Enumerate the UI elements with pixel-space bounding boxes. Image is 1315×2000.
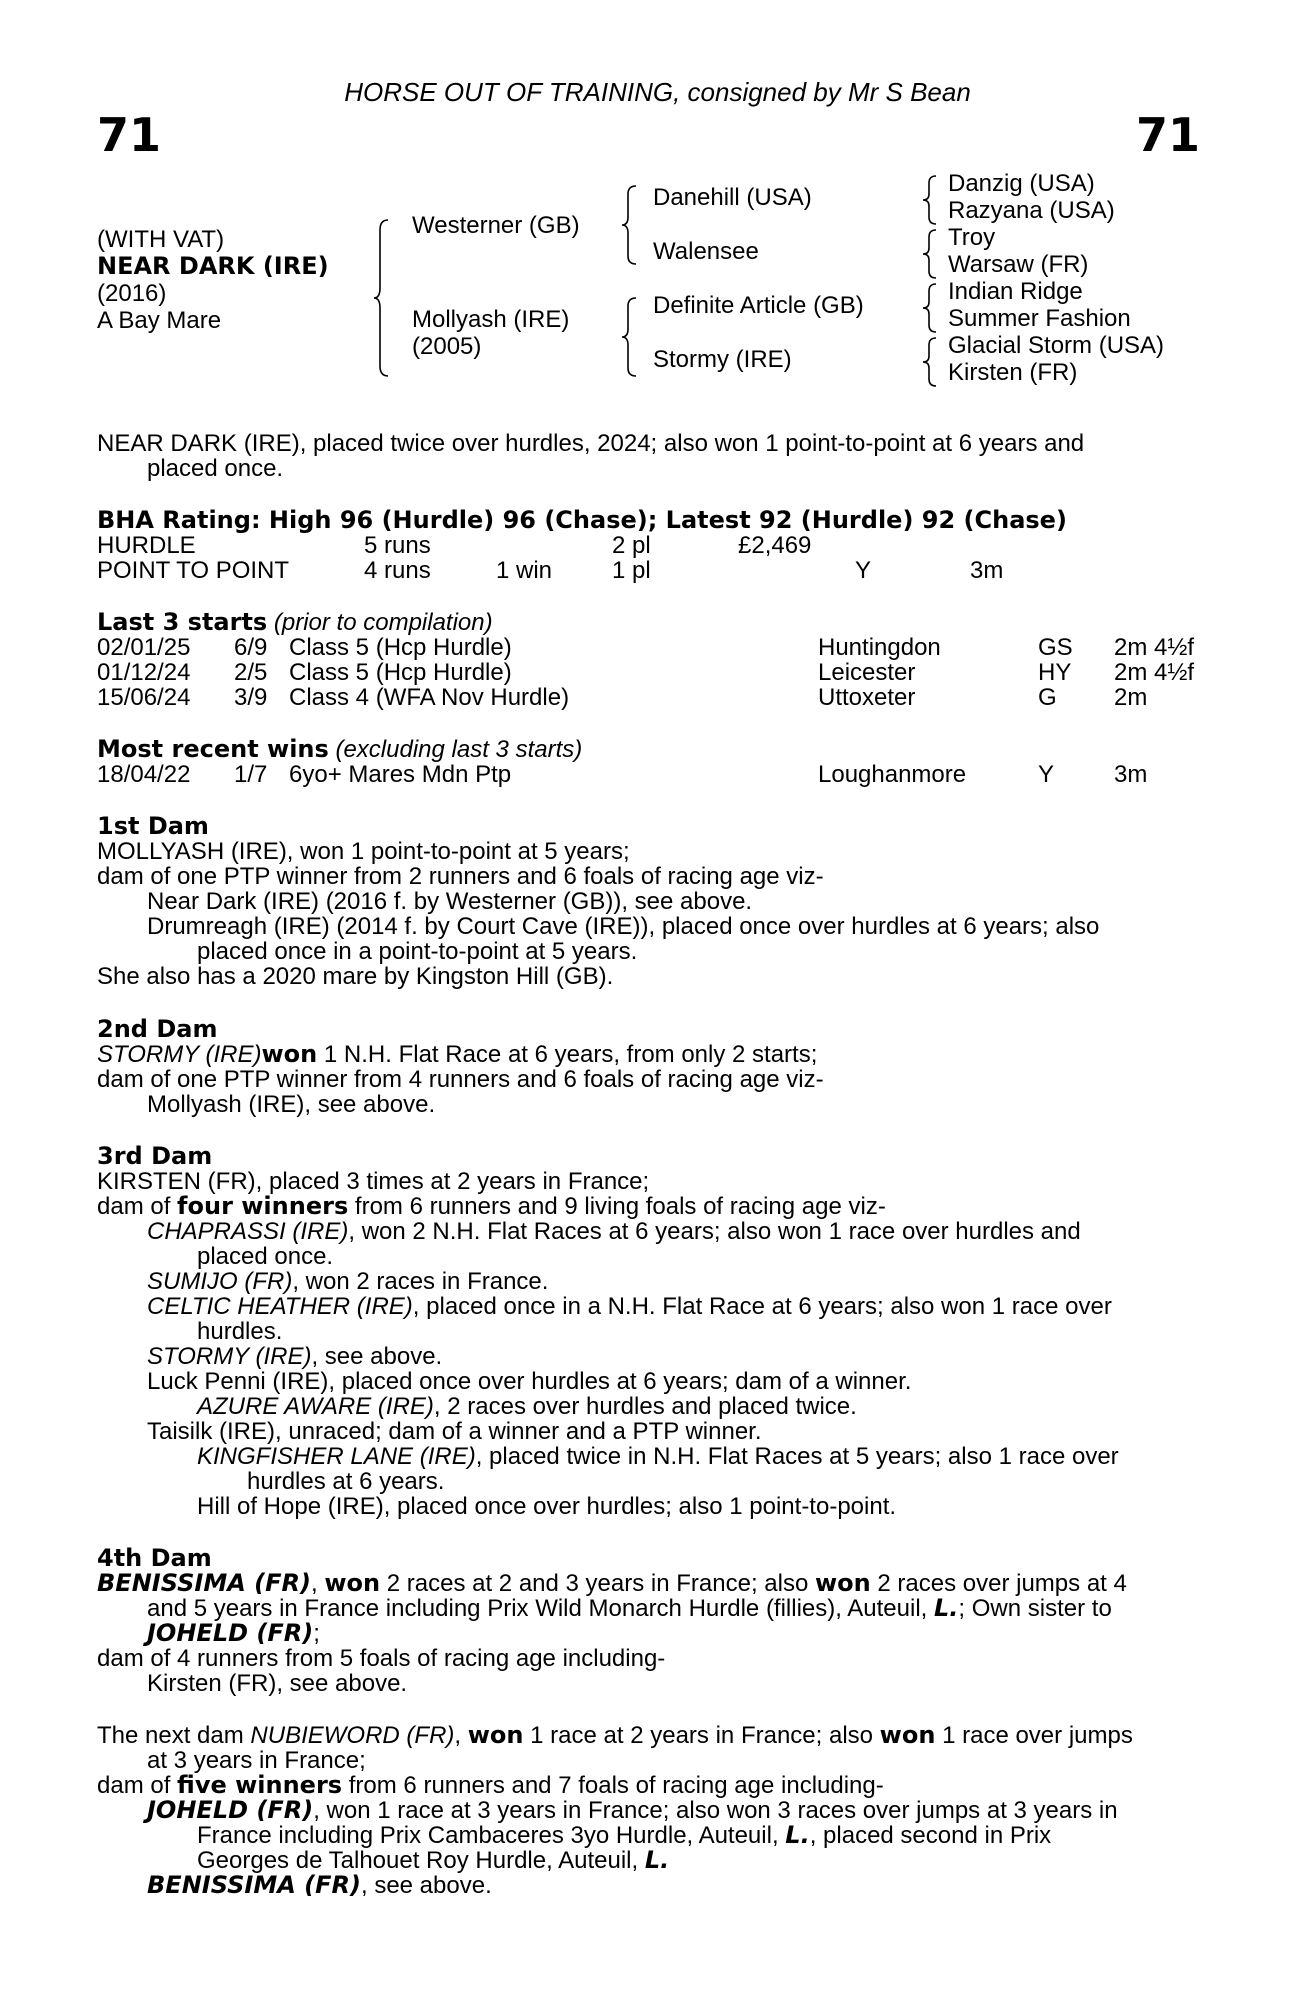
dam3-line: hurdles at 6 years. (247, 1468, 445, 1495)
progeny-text: , see above. (360, 1872, 492, 1899)
nextdam-text: from 6 runners and 7 foals of racing age including- (342, 1772, 884, 1799)
dam4-line (147, 1596, 1112, 1622)
progeny-name: JOHELD (FR) (147, 1796, 314, 1824)
progeny-text: , won 2 races in France. (292, 1268, 549, 1295)
nextdam-text: , (454, 1722, 468, 1749)
vat-label: (WITH VAT) (97, 226, 225, 253)
dam4-heading: 4th Dam (97, 1544, 212, 1572)
summary-line-1: NEAR DARK (IRE), placed twice over hurdles, 2024; also won 1 point-to-point at 6 years and (97, 430, 1085, 457)
rating-row-hurdle (97, 533, 1217, 558)
pedigree-g7: Glacial Storm (USA) (948, 332, 1165, 359)
pedigree-dam: Mollyash (IRE) (412, 306, 570, 333)
nextdam-line: at 3 years in France; (147, 1747, 366, 1774)
race-row (97, 635, 1217, 660)
rating-type: POINT TO POINT (97, 557, 290, 584)
rating-prize: £2,469 (738, 532, 812, 559)
progeny-text: , placed once in a N.H. Flat Race at 6 years; also won 1 race over (412, 1293, 1112, 1320)
race-going: G (1038, 684, 1057, 711)
nextdam-text: 1 race at 2 years in France; also (523, 1722, 880, 1749)
recent-note: (excluding last 3 starts) (335, 736, 583, 763)
progeny-text: France including Prix Cambaceres 3yo Hurdle, Auteuil, (197, 1822, 786, 1849)
dam3-line (97, 1194, 886, 1220)
race-distance: 3m (1114, 761, 1148, 788)
pedigree-brace-main (372, 218, 392, 378)
nextdam-line (97, 1723, 1133, 1749)
rating-runs: 5 runs (364, 532, 431, 559)
progeny-name: CELTIC HEATHER (IRE) (147, 1293, 413, 1320)
dam2-line: Mollyash (IRE), see above. (147, 1091, 436, 1118)
horse-name: NEAR DARK (IRE) (97, 252, 329, 280)
dam1-line: Near Dark (IRE) (2016 f. by Westerner (GB)), see above. (147, 888, 753, 915)
pedigree-dam-year: (2005) (412, 333, 482, 360)
last3-heading-line (97, 610, 493, 636)
pedigree-sire-dam: Walensee (653, 238, 759, 265)
race-position: 6/9 (234, 634, 268, 661)
nextdam-line (147, 1873, 492, 1899)
pedigree-dam-sire: Definite Article (GB) (653, 292, 864, 319)
race-position: 3/9 (234, 684, 268, 711)
nextdam-line (197, 1823, 1051, 1849)
recent-heading: Most recent wins (97, 735, 329, 763)
progeny-name: STORMY (IRE) (147, 1343, 312, 1370)
dam3-line (147, 1219, 1081, 1245)
nextdam-name: NUBIEWORD (FR) (250, 1722, 455, 1749)
progeny-name: BENISSIMA (FR) (147, 1871, 361, 1899)
dam3-line: Taisilk (IRE), unraced; dam of a winner and a PTP winner. (147, 1418, 762, 1445)
won-label: won (324, 1569, 381, 1597)
progeny-name: AZURE AWARE (IRE) (197, 1393, 434, 1420)
dam4-name: BENISSIMA (FR) (97, 1569, 311, 1597)
progeny-name: KINGFISHER LANE (IRE) (197, 1443, 476, 1470)
dam2-line: dam of one PTP winner from 4 runners and 6 foals of racing age viz- (97, 1066, 824, 1093)
progeny-text: , won 2 N.H. Flat Races at 6 years; also won 1 race over hurdles and (348, 1218, 1081, 1245)
nextdam-line (97, 1773, 884, 1799)
race-position: 1/7 (234, 761, 268, 788)
pedigree-g3: Troy (948, 224, 996, 251)
rating-going: Y (855, 557, 872, 584)
listed-grade: L. (934, 1594, 959, 1622)
race-going: HY (1038, 659, 1072, 686)
bha-rating-heading: BHA Rating: High 96 (Hurdle) 96 (Chase); Latest 92 (Hurdle) 92 (Chase) (97, 506, 1067, 534)
pedigree-dam-dam: Stormy (IRE) (653, 346, 792, 373)
progeny-text: , won 1 race at 3 years in France; also won 3 races over jumps at 3 years in (313, 1797, 1118, 1824)
last3-note: (prior to compilation) (273, 609, 493, 636)
dam4-line: Kirsten (FR), see above. (147, 1670, 408, 1697)
progeny-name: CHAPRASSI (IRE) (147, 1218, 349, 1245)
dam4-text: ; (313, 1620, 320, 1647)
rating-placed: 1 pl (612, 557, 651, 584)
dam3-line: Luck Penni (IRE), placed once over hurdles at 6 years; dam of a winner. (147, 1368, 912, 1395)
dam4-text: ; Own sister to (958, 1595, 1112, 1622)
horse-description: A Bay Mare (97, 307, 222, 334)
won-label: won (814, 1569, 871, 1597)
dam3-line: hurdles. (197, 1318, 283, 1345)
summary-line-2: placed once. (147, 455, 284, 482)
horse-year: (2016) (97, 280, 167, 307)
progeny-text: , placed second in Prix (809, 1822, 1052, 1849)
won-label: won (879, 1721, 936, 1749)
listed-grade: L. (785, 1821, 810, 1849)
pedigree-brace-g3 (920, 282, 940, 334)
race-date: 02/01/25 (97, 634, 191, 661)
race-class: Class 5 (Hcp Hurdle) (289, 634, 512, 661)
dam2-name: STORMY (IRE) (97, 1041, 262, 1068)
race-distance: 2m 4½f (1114, 634, 1195, 661)
race-date: 18/04/22 (97, 761, 191, 788)
dam1-line: MOLLYASH (IRE), won 1 point-to-point at 5 years; (97, 838, 630, 865)
race-course: Leicester (818, 659, 916, 686)
progeny-name: SUMIJO (FR) (147, 1268, 293, 1295)
recent-heading-line (97, 737, 582, 763)
dam3-line (147, 1294, 1112, 1320)
dam3-line (197, 1394, 857, 1420)
race-course: Uttoxeter (818, 684, 916, 711)
rating-wins: 1 win (496, 557, 553, 584)
race-date: 15/06/24 (97, 684, 191, 711)
race-class: Class 4 (WFA Nov Hurdle) (289, 684, 570, 711)
race-class: 6yo+ Mares Mdn Ptp (289, 761, 512, 788)
dam4-line (147, 1621, 320, 1647)
pedigree-brace-sire (620, 184, 640, 266)
progeny-text: Georges de Talhouet Roy Hurdle, Auteuil, (197, 1847, 645, 1874)
consignment-title: HORSE OUT OF TRAINING, consigned by Mr S Bean (344, 77, 971, 107)
last3-heading: Last 3 starts (97, 608, 268, 636)
race-distance: 2m 4½f (1114, 659, 1195, 686)
dam1-line: dam of one PTP winner from 2 runners and 6 foals of racing age viz- (97, 863, 824, 890)
race-going: Y (1038, 761, 1055, 788)
race-row (97, 762, 1217, 787)
lot-number-left: 71 (97, 108, 162, 162)
pedigree-brace-g4 (920, 336, 940, 388)
sibling-name: JOHELD (FR) (147, 1619, 314, 1647)
race-position: 2/5 (234, 659, 268, 686)
dam3-text: from 6 runners and 9 living foals of racing age viz- (348, 1193, 886, 1220)
lot-number-right: 71 (1135, 108, 1200, 162)
dam3-heading: 3rd Dam (97, 1142, 213, 1170)
dam4-text: and 5 years in France including Prix Wild Monarch Hurdle (fillies), Auteuil, (147, 1595, 934, 1622)
race-course: Loughanmore (818, 761, 967, 788)
race-row (97, 660, 1217, 685)
dam3-line: Hill of Hope (IRE), placed once over hurdles; also 1 point-to-point. (197, 1493, 897, 1520)
dam4-line: BENISSIMA (FR), won 2 races at 2 and 3 years in France; also won 2 races over jumps at 4 (97, 1569, 1127, 1597)
pedigree-g4: Warsaw (FR) (948, 251, 1089, 278)
pedigree-g1: Danzig (USA) (948, 170, 1095, 197)
nextdam-text: The next dam (97, 1722, 251, 1749)
dam3-line: placed once. (197, 1243, 334, 1270)
race-course: Huntingdon (818, 634, 941, 661)
dam3-line: KIRSTEN (FR), placed 3 times at 2 years in France; (97, 1168, 650, 1195)
race-going: GS (1038, 634, 1073, 661)
pedigree-brace-g2 (920, 228, 940, 280)
dam1-line: placed once in a point-to-point at 5 years. (197, 938, 638, 965)
progeny-text: , 2 races over hurdles and placed twice. (433, 1393, 857, 1420)
rating-type: HURDLE (97, 532, 196, 559)
rating-distance: 3m (970, 557, 1004, 584)
winners-count: five winners (177, 1771, 343, 1799)
pedigree-g6: Summer Fashion (948, 305, 1131, 332)
dam1-heading: 1st Dam (97, 812, 209, 840)
dam3-line (197, 1444, 1119, 1470)
rating-runs: 4 runs (364, 557, 431, 584)
race-date: 01/12/24 (97, 659, 191, 686)
won-label: won (261, 1040, 318, 1068)
winners-count: four winners (177, 1192, 349, 1220)
dam4-line: dam of 4 runners from 5 foals of racing age including- (97, 1645, 666, 1672)
progeny-text: , see above. (311, 1343, 443, 1370)
pedigree-sire: Westerner (GB) (412, 212, 580, 239)
dam4-text: 2 races at 2 and 3 years in France; also (380, 1570, 815, 1597)
pedigree-brace-g1 (920, 174, 940, 226)
pedigree-sire-sire: Danehill (USA) (653, 184, 812, 211)
dam1-line: She also has a 2020 mare by Kingston Hill (GB). (97, 963, 614, 990)
dam3-text: dam of (97, 1193, 178, 1220)
rating-row-ptp (97, 558, 1217, 583)
race-distance: 2m (1114, 684, 1148, 711)
dam4-text: 2 races over jumps at 4 (870, 1570, 1127, 1597)
nextdam-line (197, 1848, 669, 1874)
dam2-heading: 2nd Dam (97, 1015, 218, 1043)
nextdam-text: 1 race over jumps (935, 1722, 1133, 1749)
pedigree-g8: Kirsten (FR) (948, 359, 1078, 386)
nextdam-text: dam of (97, 1772, 178, 1799)
rating-placed: 2 pl (612, 532, 651, 559)
dam3-line (147, 1269, 548, 1295)
dam2-text: 1 N.H. Flat Race at 6 years, from only 2 starts; (317, 1041, 818, 1068)
nextdam-line (147, 1798, 1118, 1824)
listed-grade: L. (644, 1846, 670, 1874)
dam3-line (147, 1344, 442, 1370)
race-class: Class 5 (Hcp Hurdle) (289, 659, 512, 686)
pedigree-brace-dam (620, 296, 640, 378)
pedigree-g2: Razyana (USA) (948, 197, 1115, 224)
progeny-text: , placed twice in N.H. Flat Races at 5 years; also 1 race over (475, 1443, 1119, 1470)
race-row (97, 685, 1217, 710)
pedigree-g5: Indian Ridge (948, 278, 1083, 305)
dam2-line (97, 1042, 817, 1068)
won-label: won (467, 1721, 524, 1749)
dam1-line: Drumreagh (IRE) (2014 f. by Court Cave (IRE)), placed once over hurdles at 6 years; also (147, 913, 1100, 940)
